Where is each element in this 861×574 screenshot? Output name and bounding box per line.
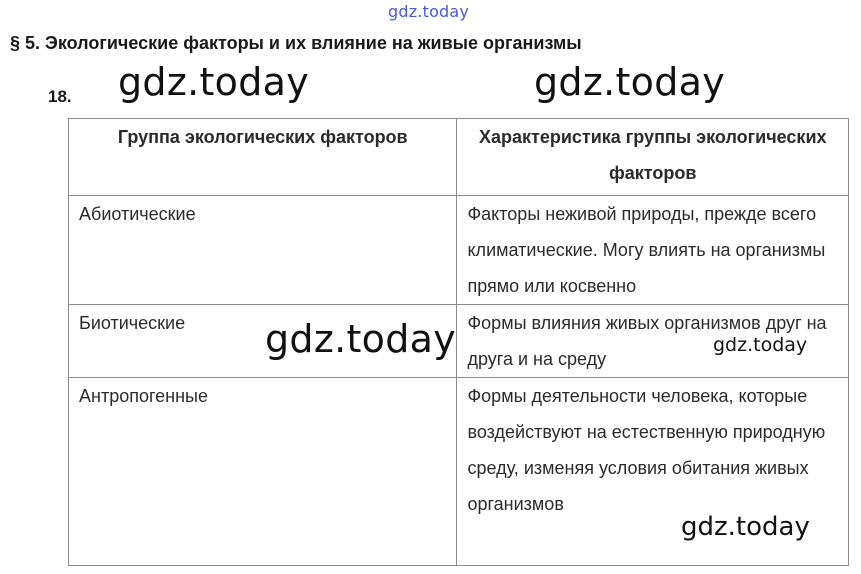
column-header-characteristic: Характеристика группы экологических факторов: [457, 119, 849, 196]
table-header-row: [69, 119, 849, 196]
watermark-top: gdz.today: [388, 2, 470, 21]
table-row: [69, 196, 849, 305]
watermark-large-center: gdz.today: [265, 317, 457, 361]
factor-group-cell: Антропогенные: [69, 378, 457, 566]
watermark-small-right: gdz.today: [713, 334, 808, 356]
task-number: 18.: [48, 87, 72, 106]
watermark-bottom-right: gdz.today: [681, 512, 810, 542]
factor-group-cell: Биотические: [69, 305, 457, 378]
section-title: § 5. Экологические факторы и их влияние на живые организмы: [10, 33, 582, 53]
factor-group-cell: Абиотические: [69, 196, 457, 305]
factor-description-cell: Формы деятельности человека, которые воздействуют на естественную природную среду, изменяя условия обитания живых организмов: [457, 378, 849, 566]
column-header-group: Группа экологических факторов: [69, 119, 457, 196]
factor-description-cell: Факторы неживой природы, прежде всего климатические. Могу влиять на организмы прямо или косвенно: [457, 196, 849, 305]
factor-description-cell: Формы влияния живых организмов друг на друга и на среду: [457, 305, 849, 378]
watermark-large-left: gdz.today: [118, 60, 310, 104]
watermark-large-right: gdz.today: [534, 60, 726, 104]
